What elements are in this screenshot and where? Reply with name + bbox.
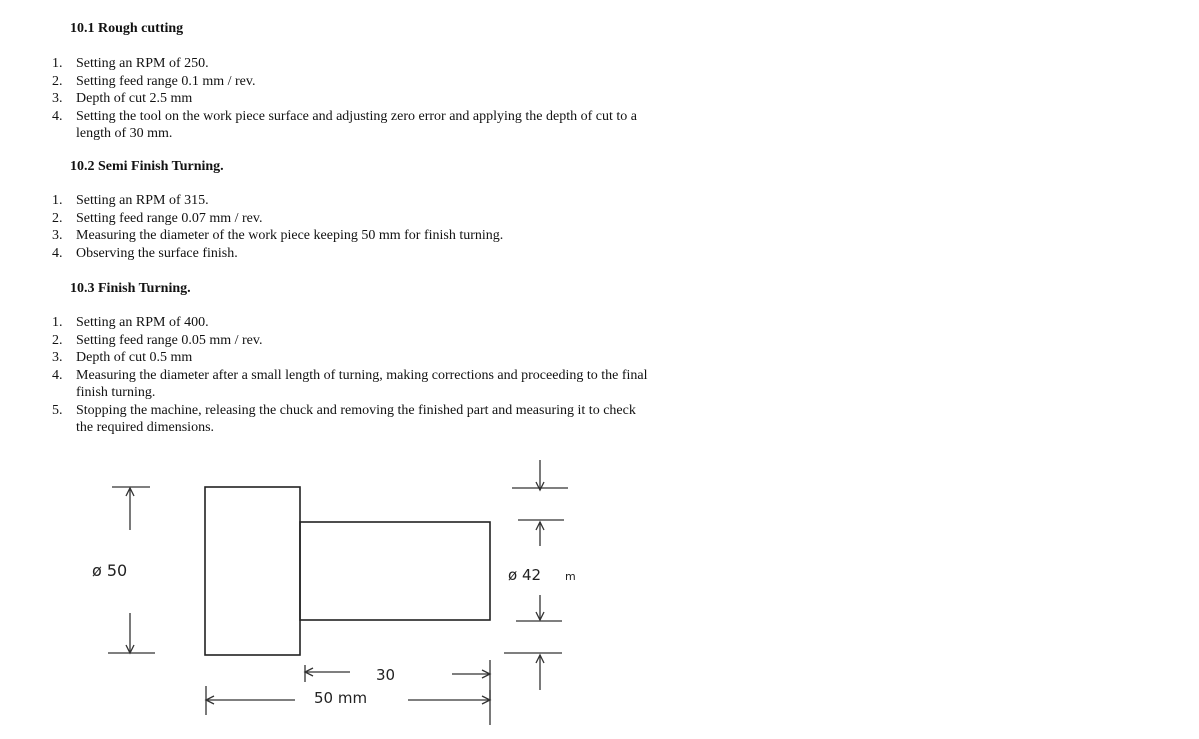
list-item: 1. Setting an RPM of 400. xyxy=(52,315,209,330)
list-item: 5. Stopping the machine, releasing the chuck and removing the finished part and measuring it to check the required dimensions. xyxy=(52,402,636,435)
list-item: 1. Setting an RPM of 315. xyxy=(52,193,209,208)
section-heading-10-1: 10.1 Rough cutting xyxy=(70,21,184,36)
list-item: 2. Setting feed range 0.05 mm / rev. xyxy=(52,332,263,348)
list-item: 2. Setting feed range 0.07 mm / rev. xyxy=(52,210,263,226)
workpiece-body xyxy=(205,487,300,655)
section-heading-10-3: 10.3 Finish Turning. xyxy=(70,281,191,296)
list-item: 4. Setting the tool on the work piece surface and adjusting zero error and applying the depth of cut to a length of 30 mm. xyxy=(52,108,637,141)
total-length-label: 50 mm xyxy=(314,689,368,707)
right-diameter-unit: m xyxy=(565,570,576,583)
finish-turning-steps xyxy=(52,314,652,437)
list-item: 2. Setting feed range 0.1 mm / rev. xyxy=(52,73,256,89)
section-heading-10-2: 10.2 Semi Finish Turning. xyxy=(70,159,224,174)
semi-finish-steps xyxy=(52,192,652,262)
list-item: 4. Observing the surface finish. xyxy=(52,245,238,261)
right-diameter-label: ø 42 xyxy=(508,566,542,584)
list-item: 3. Depth of cut 2.5 mm xyxy=(52,91,193,106)
short-length-label: 30 xyxy=(376,666,396,684)
list-item: 4. Measuring the diameter after a small length of turning, making corrections and proceeding to the final finish turning. xyxy=(52,367,648,400)
rough-cutting-steps xyxy=(52,55,652,143)
turned-section xyxy=(300,522,490,620)
workpiece-sketch xyxy=(0,440,1199,739)
list-item: 3. Depth of cut 0.5 mm xyxy=(52,350,193,365)
list-item: 1. Setting an RPM of 250. xyxy=(52,56,209,71)
list-item: 3. Measuring the diameter of the work piece keeping 50 mm for finish turning. xyxy=(52,228,504,243)
left-diameter-label: ø 50 xyxy=(92,561,128,580)
